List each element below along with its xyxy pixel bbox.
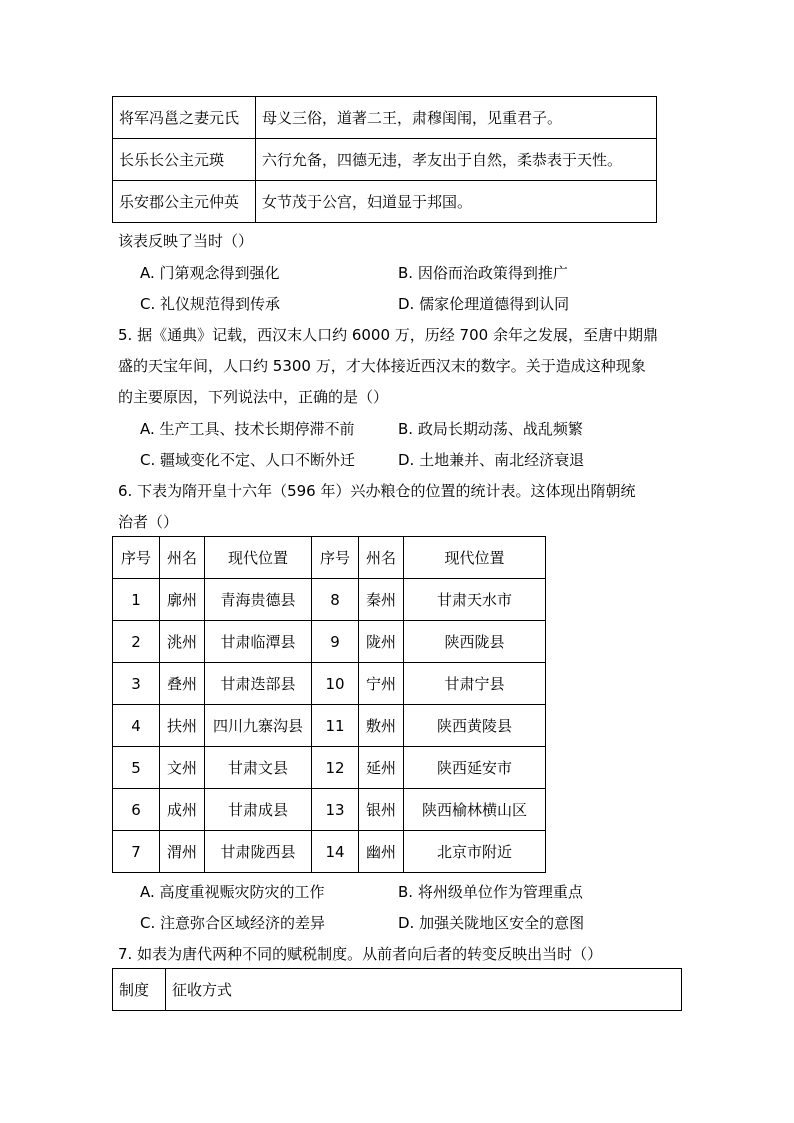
tax-system-table	[112, 968, 682, 1011]
q4-option-b: B. 因俗而治政策得到推广	[398, 264, 568, 282]
header-cell: 现代位置	[205, 537, 312, 579]
table-cell: 甘肃迭部县	[205, 663, 312, 705]
q5-line-2: 盛的天宝年间，人口约 5300 万，才大体接近西汉末的数字。关于造成这种现象	[118, 357, 646, 375]
table-cell: 甘肃宁县	[404, 663, 546, 705]
table-cell: 甘肃临潭县	[205, 621, 312, 663]
table-cell: 陕西陇县	[404, 621, 546, 663]
header-cell: 序号	[312, 537, 359, 579]
table-cell: 12	[312, 747, 359, 789]
table-cell: 将军冯邕之妻元氏	[113, 97, 256, 139]
table-cell: 叠州	[160, 663, 205, 705]
q7-stem: 7. 如表为唐代两种不同的赋税制度。从前者向后者的转变反映出当时（）	[118, 945, 603, 963]
table-row	[113, 747, 546, 789]
table-cell: 甘肃成县	[205, 789, 312, 831]
table-cell: 甘肃天水市	[404, 579, 546, 621]
header-cell: 制度	[113, 969, 166, 1011]
table-cell: 四川九寨沟县	[205, 705, 312, 747]
table-cell: 陕西延安市	[404, 747, 546, 789]
table-cell: 母义三俗，道著二王，肃穆闺闱，见重君子。	[256, 97, 657, 139]
q6-line-1: 6. 下表为隋开皇十六年（596 年）兴办粮仓的位置的统计表。这体现出隋朝统	[118, 482, 636, 500]
table-cell: 3	[113, 663, 160, 705]
header-cell: 州名	[160, 537, 205, 579]
table-cell: 文州	[160, 747, 205, 789]
table-cell: 10	[312, 663, 359, 705]
table-cell: 1	[113, 579, 160, 621]
table-cell: 洮州	[160, 621, 205, 663]
table-cell: 六行允备，四德无违，孝友出于自然，柔恭表于天性。	[256, 139, 657, 181]
table-cell: 11	[312, 705, 359, 747]
table-header-row	[113, 537, 546, 579]
q6-option-d: D. 加强关陇地区安全的意图	[398, 914, 585, 932]
q5-line-1: 5. 据《通典》记载，西汉末人口约 6000 万，历经 700 余年之发展，至唐中期鼎	[118, 326, 658, 344]
table-cell: 银州	[359, 789, 404, 831]
table-cell: 陕西榆林横山区	[404, 789, 546, 831]
table-row	[113, 789, 546, 831]
table-row	[113, 97, 657, 139]
table-cell: 成州	[160, 789, 205, 831]
table-cell: 北京市附近	[404, 831, 546, 873]
q4-option-c: C. 礼仪规范得到传承	[140, 295, 281, 313]
table-cell: 敷州	[359, 705, 404, 747]
q6-option-b: B. 将州级单位作为管理重点	[398, 883, 583, 901]
granary-table	[112, 536, 546, 873]
table-cell: 2	[113, 621, 160, 663]
table-header-row	[113, 969, 682, 1011]
table-cell: 青海贵德县	[205, 579, 312, 621]
table-cell: 乐安郡公主元仲英	[113, 181, 256, 223]
table-cell: 廓州	[160, 579, 205, 621]
table-cell: 秦州	[359, 579, 404, 621]
table-cell: 渭州	[160, 831, 205, 873]
header-cell: 征收方式	[166, 969, 682, 1011]
table-cell: 长乐长公主元瑛	[113, 139, 256, 181]
table-cell: 4	[113, 705, 160, 747]
table-cell: 陕西黄陵县	[404, 705, 546, 747]
table-cell: 8	[312, 579, 359, 621]
table-cell: 陇州	[359, 621, 404, 663]
table-cell: 甘肃文县	[205, 747, 312, 789]
q5-option-c: C. 疆域变化不定、人口不断外迁	[140, 451, 356, 469]
q6-option-a: A. 高度重视赈灾防灾的工作	[140, 883, 325, 901]
table-cell: 扶州	[160, 705, 205, 747]
table-row	[113, 663, 546, 705]
table-cell: 7	[113, 831, 160, 873]
table-cell: 13	[312, 789, 359, 831]
table-row	[113, 139, 657, 181]
table-row	[113, 831, 546, 873]
table-row	[113, 579, 546, 621]
q5-option-b: B. 政局长期动荡、战乱频繁	[398, 420, 583, 438]
q4-stem: 该表反映了当时（）	[118, 232, 254, 250]
table-cell: 甘肃陇西县	[205, 831, 312, 873]
table-cell: 宁州	[359, 663, 404, 705]
table-cell: 延州	[359, 747, 404, 789]
table-row	[113, 705, 546, 747]
header-cell: 现代位置	[404, 537, 546, 579]
q4-option-d: D. 儒家伦理道德得到认同	[398, 295, 570, 313]
q5-line-3: 的主要原因，下列说法中，正确的是（）	[118, 388, 389, 406]
header-cell: 州名	[359, 537, 404, 579]
q5-option-a: A. 生产工具、技术长期停滞不前	[140, 420, 355, 438]
q6-option-c: C. 注意弥合区域经济的差异	[140, 914, 326, 932]
table-cell: 6	[113, 789, 160, 831]
q6-line-2: 治者（）	[118, 513, 179, 531]
q5-option-d: D. 土地兼并、南北经济衰退	[398, 451, 585, 469]
table-cell: 9	[312, 621, 359, 663]
table-cell: 14	[312, 831, 359, 873]
table-cell: 幽州	[359, 831, 404, 873]
table-cell: 女节茂于公宫，妇道显于邦国。	[256, 181, 657, 223]
q4-option-a: A. 门第观念得到强化	[140, 264, 280, 282]
women-virtue-table	[112, 96, 657, 223]
table-row	[113, 621, 546, 663]
table-cell: 5	[113, 747, 160, 789]
header-cell: 序号	[113, 537, 160, 579]
table-row	[113, 181, 657, 223]
